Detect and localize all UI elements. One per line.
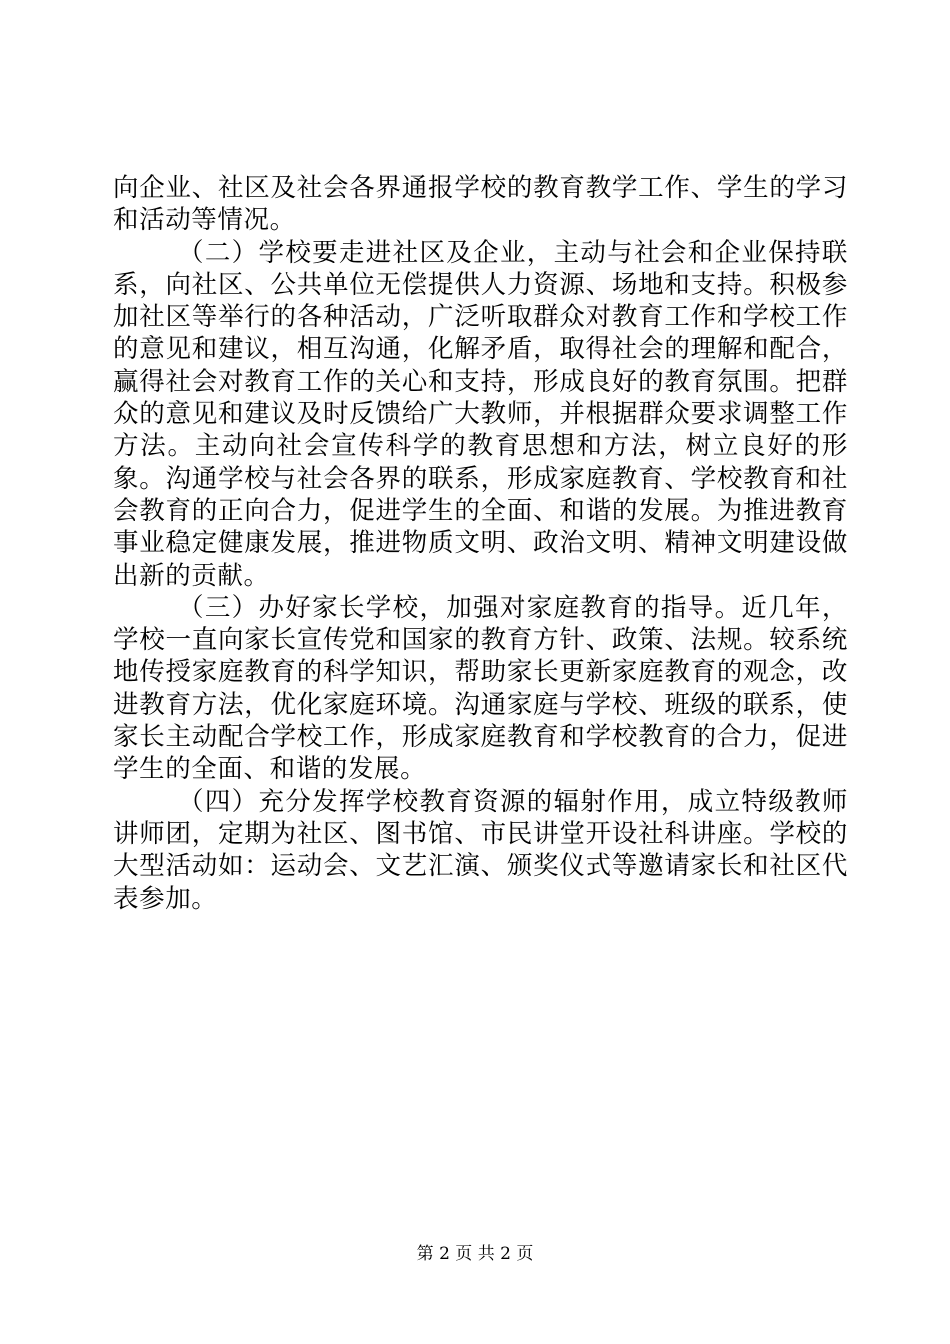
- page-number-label: 第 2 页 共 2 页: [416, 1244, 534, 1264]
- page-footer: [0, 1243, 950, 1265]
- paragraph-2: （二）学校要走进社区及企业，主动与社会和企业保持联系，向社区、公共单位无偿提供人力资源、场地和支持。积极参加社区等举行的各种活动，广泛听取群众对教育工作和学校工作的意见和建议，相互沟通，化解矛盾，取得社会的理解和配合，赢得社会对教育工作的关心和支持，形成良好的教育氛围。把群众的意见和建议及时反馈给广大教师，并根据群众要求调整工作方法。主动向社会宣传科学的教育思想和方法，树立良好的形象。沟通学校与社会各界的联系，形成家庭教育、学校教育和社会教育的正向合力，促进学生的全面、和谐的发展。为推进教育事业稳定健康发展，推进物质文明、政治文明、精神文明建设做出新的贡献。: [113, 237, 848, 591]
- paragraph-continuation: 向企业、社区及社会各界通报学校的教育教学工作、学生的学习和活动等情况。: [113, 173, 848, 236]
- paragraph-4: （四）充分发挥学校教育资源的辐射作用，成立特级教师讲师团，定期为社区、图书馆、市民讲堂开设社科讲座。学校的大型活动如：运动会、文艺汇演、颁奖仪式等邀请家长和社区代表参加。: [113, 786, 848, 914]
- document-body: [113, 172, 848, 915]
- paragraph-3: （三）办好家长学校，加强对家庭教育的指导。近几年，学校一直向家长宣传党和国家的教育方针、政策、法规。较系统地传授家庭教育的科学知识，帮助家长更新家庭教育的观念，改进教育方法，优化家庭环境。沟通家庭与学校、班级的联系，使家长主动配合学校工作，形成家庭教育和学校教育的合力，促进学生的全面、和谐的发展。: [113, 592, 848, 785]
